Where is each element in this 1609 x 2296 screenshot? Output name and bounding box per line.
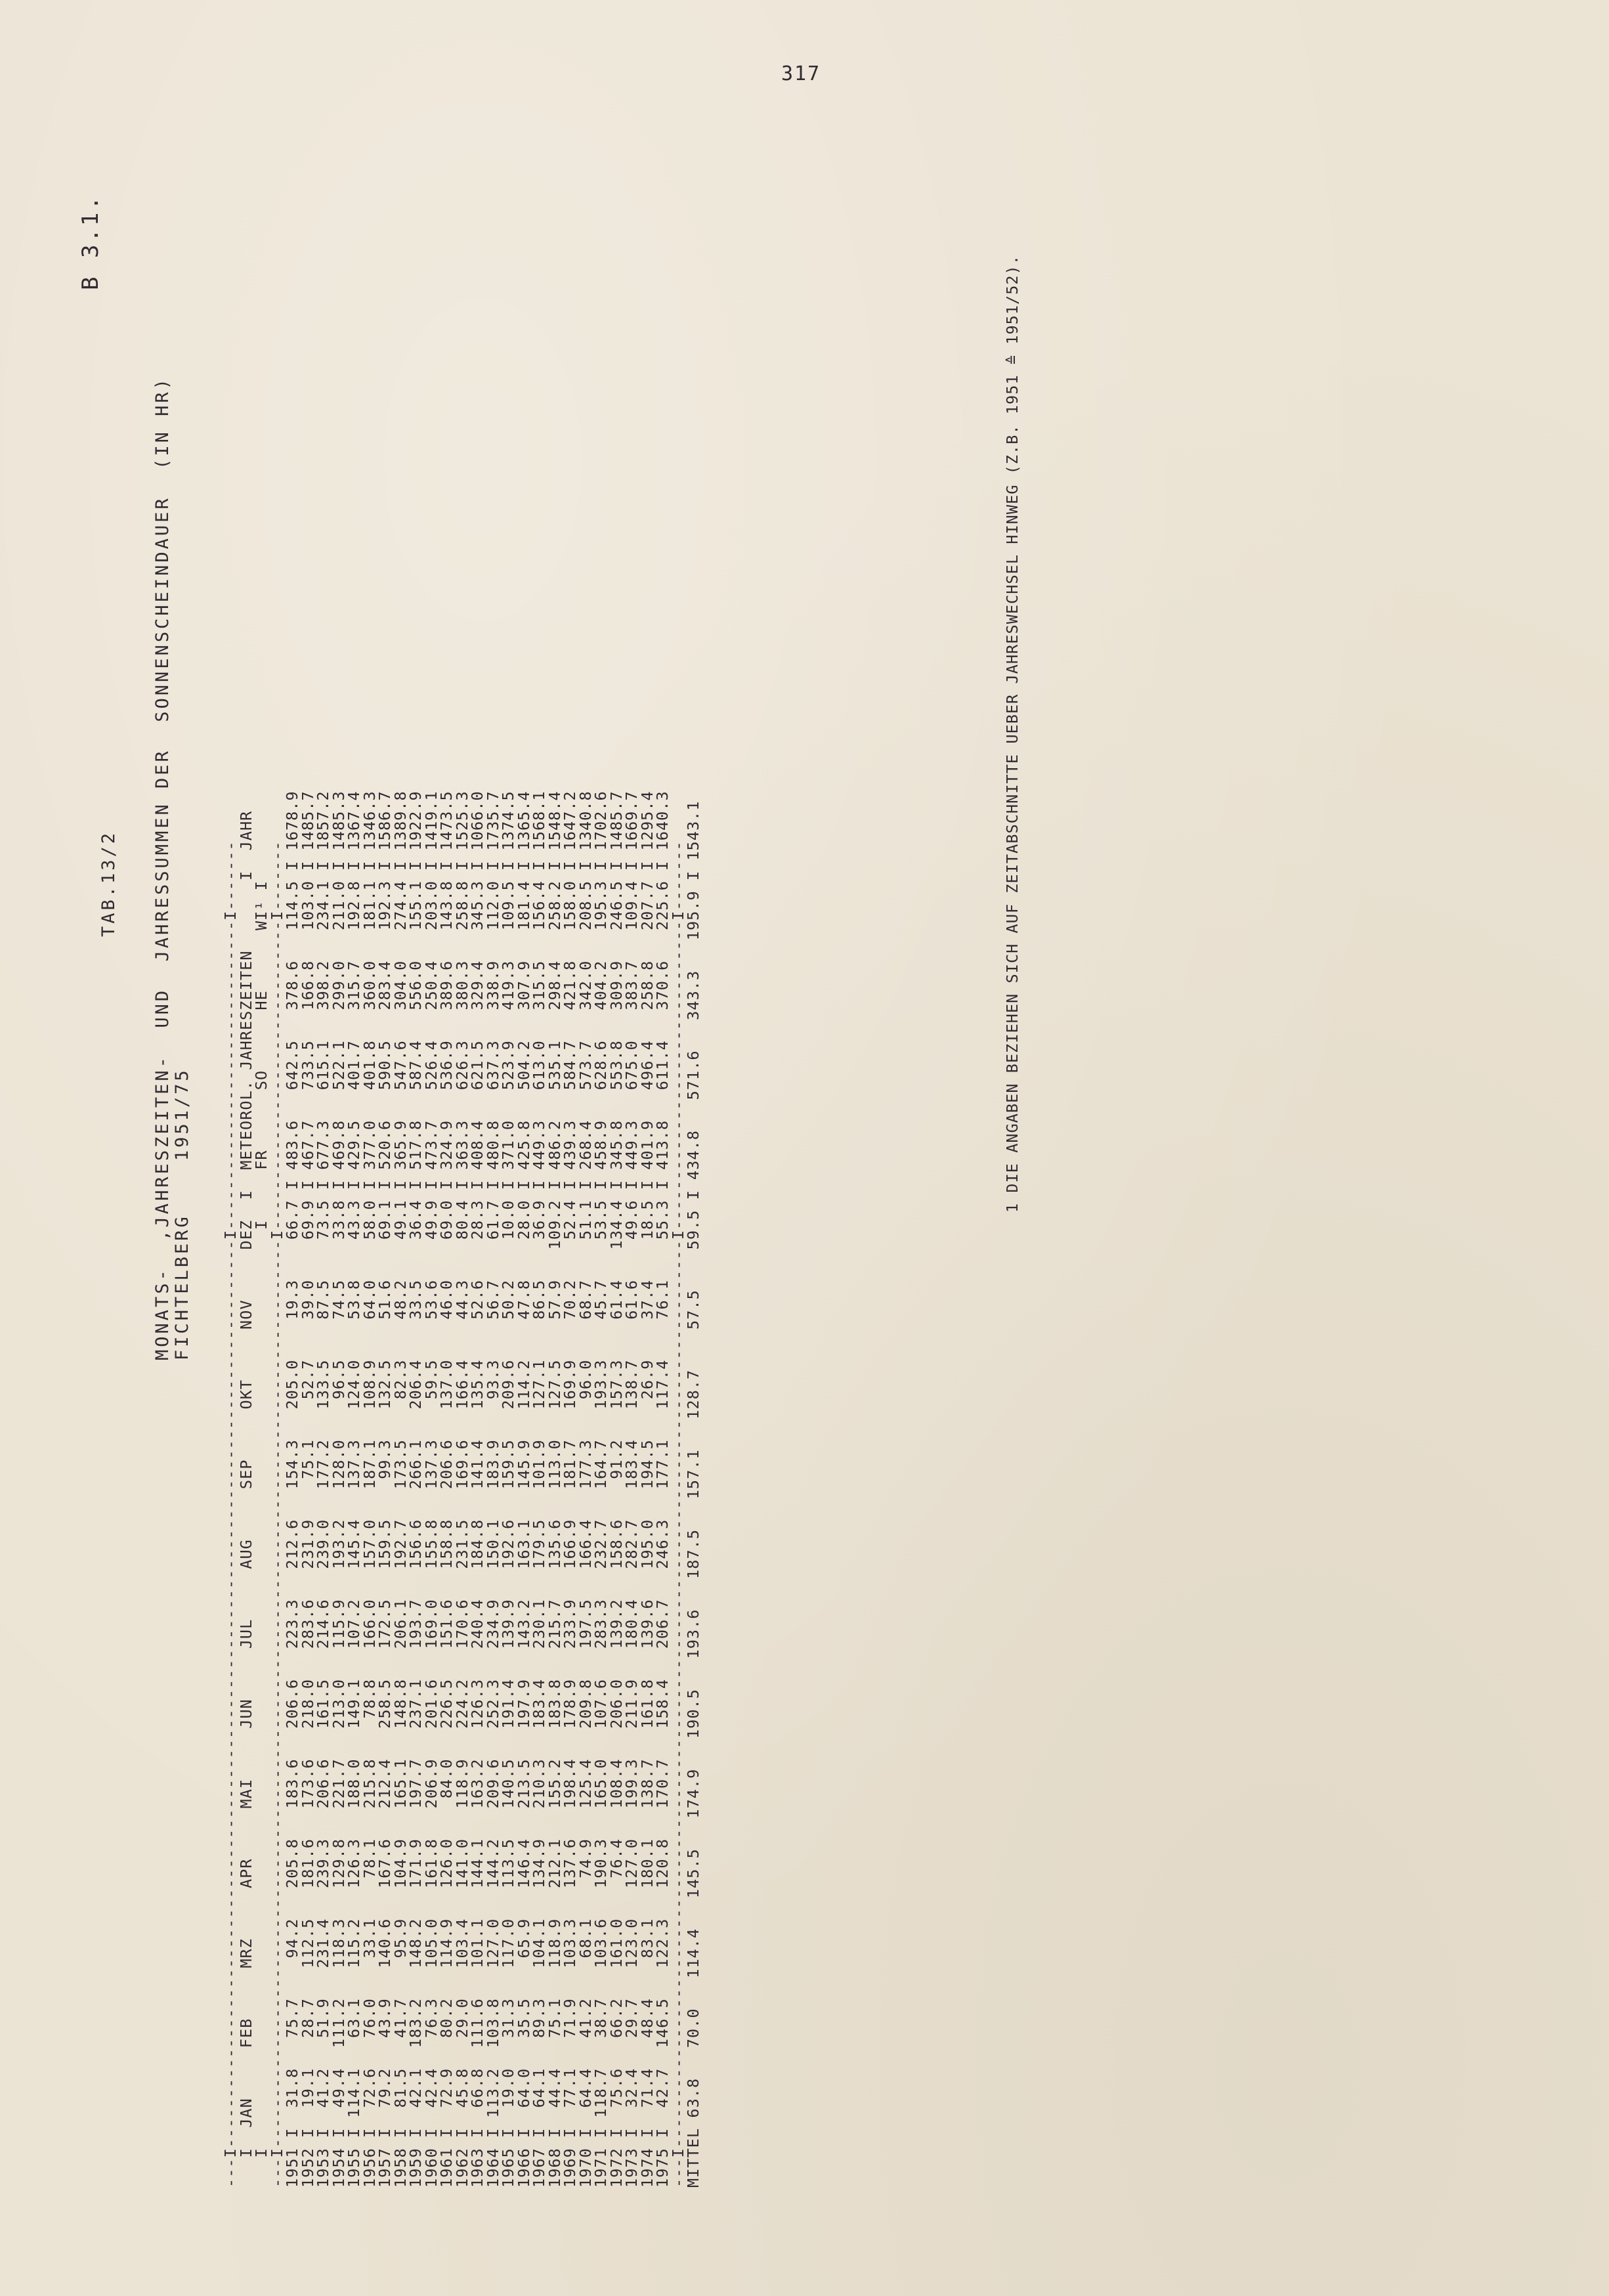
- table-row: 1953 I 41.2 51.9 231.4 239.3 206.6 161.5 214.6 239.0 177.2 133.5 87.5 73.5 I 677.3 615.1 398.2 234.1 I 1857.2: [314, 791, 332, 2188]
- table-row: 1962 I 45.8 29.0 103.4 141.0 118.9 224.2 170.6 231.5 169.6 166.4 44.3 80.4 I 363.3 626.3 380.3 258.8 I 1525.3: [452, 791, 471, 2188]
- table-row: 1955 I 114.1 63.1 115.2 126.3 188.0 149.1 107.2 145.4 137.3 124.0 53.8 43.3 I 429.5 401.7 315.7 192.8 I 1367.4: [345, 791, 363, 2188]
- table-row: 1952 I 19.1 28.7 112.5 181.6 173.6 218.0 283.6 231.9 75.1 52.7 39.0 69.9 I 467.7 733.5 166.8 103.0 I 1485.7: [298, 791, 317, 2188]
- table-row: 1957 I 79.2 43.9 140.6 167.6 212.4 258.5 172.5 159.5 99.3 132.5 51.6 69.1 I 520.6 590.5 283.4 192.3 I 1586.7: [375, 791, 394, 2188]
- table-row: 1973 I 32.4 29.7 123.0 127.0 199.3 211.9 180.4 282.7 183.4 138.7 61.6 49.6 I 449.3 675.0 383.7 109.4 I 1669.7: [622, 791, 641, 2188]
- table-title: MONATS- ,JAHRESZEITEN- UND JAHRESSUMMEN DER SONNENSCHEINDAUER (IN HR): [152, 376, 173, 1360]
- table-row: 1954 I 49.4 111.2 118.3 129.8 221.7 213.0 115.9 193.2 128.0 96.5 74.5 33.8 I 469.8 522.1 299.0 211.0 I 1485.3: [329, 791, 348, 2188]
- table-row: 1975 I 42.7 146.5 122.3 120.8 170.7 158.4 206.7 246.3 177.1 117.4 76.1 55.3 I 413.8 611.4 370.6 225.6 I 1640.3: [653, 791, 672, 2188]
- table-label: TAB.13/2: [98, 830, 119, 937]
- table-row: 1970 I 64.4 41.2 68.1 74.9 125.4 209.8 197.5 166.4 177.3 96.0 68.7 51.1 I 268.4 573.7 342.0 208.5 I 1340.8: [576, 791, 595, 2188]
- table-row: 1967 I 64.1 89.3 104.1 134.9 210.3 183.4 230.1 179.5 101.9 127.1 86.5 36.9 I 449.3 613.0 315.5 156.4 I 1568.1: [530, 791, 548, 2188]
- table-row: 1959 I 42.1 183.2 148.2 171.9 197.7 237.1 193.7 156.6 266.1 206.4 33.5 36.4 I 517.8 587.4 556.0 155.1 I 1922.9: [406, 791, 425, 2188]
- table-row: 1965 I 19.0 31.3 117.0 113.5 140.5 191.4 139.9 192.6 159.5 209.6 50.2 10.0 I 371.0 523.9 419.3 109.5 I 1374.5: [499, 791, 517, 2188]
- table-row: 1964 I 113.2 103.8 127.0 144.2 209.6 252.3 234.9 150.1 183.9 93.3 56.7 61.7 I 480.8 637.3 338.9 112.0 I 1735.7: [483, 791, 502, 2188]
- table-header-row-2: I I FR SO HE WI¹ I: [252, 880, 270, 2188]
- table-row: 1972 I 75.6 66.2 161.0 76.4 108.4 206.0 139.2 158.6 91.2 157.3 61.4 134.4 I 345.8 553.8 309.9 246.5 I 1485.7: [607, 791, 626, 2188]
- table-row: 1961 I 72.9 80.2 114.9 126.0 84.0 226.5 151.6 158.8 206.6 137.0 46.0 69.0 I 324.9 536.9 389.6 143.8 I 1473.5: [437, 791, 456, 2188]
- table-row: 1951 I 31.8 75.7 94.2 205.8 183.6 206.6 223.3 212.6 154.3 205.0 19.3 66.7 I 483.6 642.5 378.6 114.5 I 1678.9: [283, 791, 301, 2188]
- table-header-row-1: I JAN FEB MRZ APR MAI JUN JUL AUG SEP OKT NOV DEZ I METEOROL. JAHRESZEITEN I JAHR: [236, 810, 255, 2188]
- table-rule-bottom: ---I-------------------------------------------------------------------------------------------I-------------------------------I-------: [668, 840, 687, 2188]
- table-row: 1974 I 71.4 48.4 83.1 180.1 138.7 161.8 139.6 195.0 194.5 26.9 37.4 18.5 I 401.9 496.4 258.8 207.7 I 1295.4: [637, 791, 656, 2188]
- table-row: 1963 I 66.8 111.6 101.1 144.1 163.2 126.3 240.4 184.8 141.4 135.4 52.6 28.3 I 408.4 621.5 329.4 345.3 I 1066.0: [468, 791, 486, 2188]
- table-row: 1956 I 72.6 76.0 33.1 78.1 215.8 78.8 166.0 157.0 187.1 108.9 64.0 58.0 I 377.0 401.8 360.0 181.1 I 1346.3: [360, 791, 379, 2188]
- table-row: 1971 I 118.7 38.7 103.6 190.3 165.0 107.6 283.3 232.7 164.7 193.3 45.7 53.5 I 458.9 628.6 404.2 195.3 I 1702.6: [591, 791, 610, 2188]
- section-code: B 3.1.: [77, 194, 104, 290]
- table-rule-header: ---I-------------------------------------------------------------------------------------------I-------------------------------I-------: [267, 840, 286, 2188]
- sunshine-table: [223, 791, 702, 2188]
- table-mean-row: MITTEL 63.8 70.0 114.4 145.5 174.9 190.5 193.6 187.5 157.1 128.7 57.5 59.5 I 434.8 571.6 343.3 195.9 I 1543.1: [684, 800, 702, 2188]
- footnote: 1 DIE ANGABEN BEZIEHEN SICH AUF ZEITABSCHNITTE UEBER JAHRESWECHSEL HINWEG (Z.B. 1951 ≙ 1951/52).: [1003, 254, 1021, 1213]
- table-row: 1958 I 81.5 41.7 95.9 104.9 165.1 148.8 206.1 192.7 173.5 82.3 48.2 49.1 I 365.9 547.6 304.0 274.4 I 1389.8: [391, 791, 410, 2188]
- table-row: 1969 I 77.1 71.9 103.3 137.6 198.4 178.9 233.9 166.9 181.7 169.9 70.2 52.4 I 439.3 584.7 421.8 158.0 I 1647.2: [561, 791, 579, 2188]
- table-row: 1960 I 42.4 76.3 105.0 161.8 206.9 201.6 169.0 155.8 137.3 59.5 53.6 49.9 I 473.7 526.4 250.4 203.0 I 1419.1: [421, 791, 440, 2188]
- table-row: 1966 I 64.0 35.5 65.9 146.4 213.5 197.9 143.2 163.1 145.9 114.2 47.8 28.0 I 425.8 504.2 307.9 181.4 I 1365.4: [514, 791, 533, 2188]
- table-subtitle: FICHTELBERG 1951/75: [172, 1068, 192, 1360]
- page-number: 317: [781, 62, 821, 85]
- table-row: 1968 I 44.4 75.1 118.9 212.1 155.2 183.8 215.7 135.6 113.0 127.5 57.9 109.2 I 486.2 535.1 298.4 258.2 I 1548.4: [545, 791, 564, 2188]
- table-rule-top: ---I-------------------------------------------------------------------------------------------I-------------------------------I-------: [221, 840, 240, 2188]
